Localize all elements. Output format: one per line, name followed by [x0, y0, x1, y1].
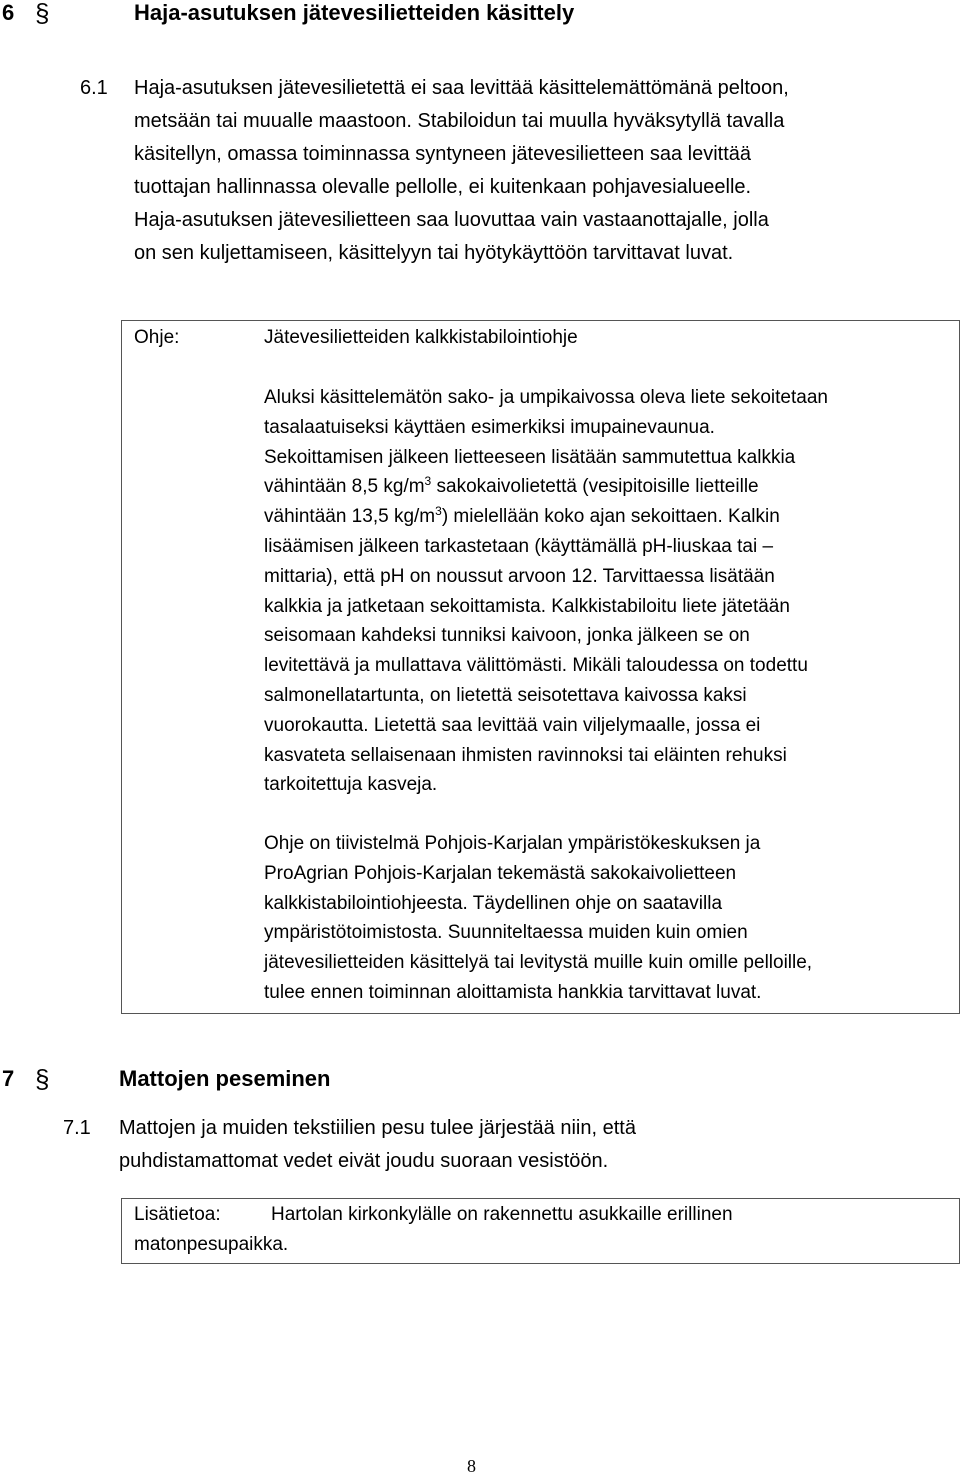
dose-1-rest: sakokaivolietettä (vesipitoisille lietteille: [431, 476, 759, 498]
section-7-number: 7: [2, 1066, 15, 1091]
guide-line: ympäristötoimistosta. Suunniteltaessa muiden kuin omien: [264, 922, 748, 944]
dose-2-superscript: 3: [435, 504, 442, 519]
dose-1-superscript: 3: [424, 474, 432, 489]
guide-line: mittaria), että pH on noussut arvoon 12. Tarvittaessa lisätään: [264, 565, 775, 587]
section-6-sign: §: [35, 0, 50, 28]
guide-line: tasalaatuiseksi käyttäen esimerkiksi imupainevaunua.: [264, 416, 715, 438]
guide-line: Ohje on tiivistelmä Pohjois-Karjalan ympäristökeskuksen ja: [264, 833, 761, 854]
item-6-1-line: Haja-asutuksen jätevesilietteen saa luovuttaa vain vastaanottajalle, jolla: [134, 209, 769, 231]
guide-paragraph-1: [264, 383, 954, 800]
guide-line: jätevesilietteiden käsittelyä tai levitystä muille kuin omille pelloille,: [264, 952, 813, 974]
section-7-title: Mattojen peseminen: [119, 1066, 331, 1091]
item-6-1-line: tuottajan hallinnassa olevalle pellolle, ei kuitenkaan pohjavesialueelle.: [134, 176, 752, 198]
info-line-2: matonpesupaikka.: [134, 1234, 289, 1255]
guide-line-dose-2: [264, 502, 954, 532]
dose-2-text: vähintään 13,5 kg/m: [264, 506, 436, 528]
guide-line: kalkkia ja jatketaan sekoittamista. Kalkkistabiloitu liete jätetään: [264, 595, 790, 617]
section-6-title: Haja-asutuksen jätevesilietteiden käsittely: [134, 0, 575, 25]
item-7-1-text: [119, 1112, 949, 1178]
guide-line: Sekoittamisen jälkeen lietteeseen lisätään sammutettua kalkkia: [264, 446, 796, 468]
guide-paragraph-2: [264, 829, 954, 1008]
guide-line-dose-1: [264, 472, 954, 502]
guide-title: Jätevesilietteiden kalkkistabilointiohje: [264, 327, 578, 348]
guide-line: lisäämisen jälkeen tarkastetaan (käyttämällä pH-liuskaa tai –: [264, 535, 774, 557]
guide-line: salmonellatartunta, on lietettä seisotettava kaivossa kaksi: [264, 684, 747, 706]
guide-line: vuorokautta. Lietettä saa levittää vain viljelymaalle, jossa ei: [264, 714, 761, 736]
guide-line: levitettävä ja mullattava välittömästi. Mikäli taloudessa on todettu: [264, 655, 808, 677]
item-6-1-number: 6.1: [80, 77, 108, 99]
info-label: Lisätietoa:: [134, 1204, 221, 1225]
guide-line: kalkkistabilointiohjeesta. Täydellinen ohje on saatavilla: [264, 892, 723, 914]
item-6-1-text: [134, 72, 954, 270]
item-6-1-line: on sen kuljettamiseen, käsittelyyn tai hyötykäyttöön tarvittavat luvat.: [134, 242, 734, 264]
item-6-1-line: käsitellyn, omassa toiminnassa syntyneen jätevesilietteen saa levittää: [134, 143, 751, 165]
guide-line: seisomaan kahdeksi tunniksi kaivoon, jonka jälkeen se on: [264, 625, 750, 647]
guide-line: kasvateta sellaisenaan ihmisten ravinnoksi tai eläinten rehuksi: [264, 744, 787, 766]
guide-line: tulee ennen toiminnan aloittamista hankkia tarvittavat luvat.: [264, 981, 762, 1003]
guide-label: Ohje:: [134, 327, 180, 348]
dose-2-rest: ) mielellään koko ajan sekoittaen. Kalkin: [441, 506, 780, 528]
item-6-1-line: metsään tai muualle maastoon. Stabiloidun tai muulla hyväksytyllä tavalla: [134, 110, 785, 132]
guide-line: ProAgrian Pohjois-Karjalan tekemästä sakokaivolietteen: [264, 862, 737, 884]
guide-line: tarkoitettuja kasveja.: [264, 774, 438, 796]
item-7-1-line: puhdistamattomat vedet eivät joudu suoraan vesistöön.: [119, 1150, 609, 1172]
section-6-number: 6: [2, 0, 15, 25]
guide-line: Aluksi käsittelemätön sako- ja umpikaivossa oleva liete sekoitetaan: [264, 387, 828, 408]
item-6-1-line: Haja-asutuksen jätevesilietettä ei saa levittää käsittelemättömänä peltoon,: [134, 77, 789, 99]
dose-1-text: vähintään 8,5 kg/m: [264, 476, 425, 498]
page-number: 8: [467, 1456, 476, 1476]
item-7-1-line: Mattojen ja muiden tekstiilien pesu tulee järjestää niin, että: [119, 1117, 636, 1139]
info-line-1: Hartolan kirkonkylälle on rakennettu asukkaille erillinen: [271, 1204, 733, 1225]
item-7-1-number: 7.1: [63, 1117, 91, 1139]
section-7-sign: §: [35, 1064, 50, 1094]
